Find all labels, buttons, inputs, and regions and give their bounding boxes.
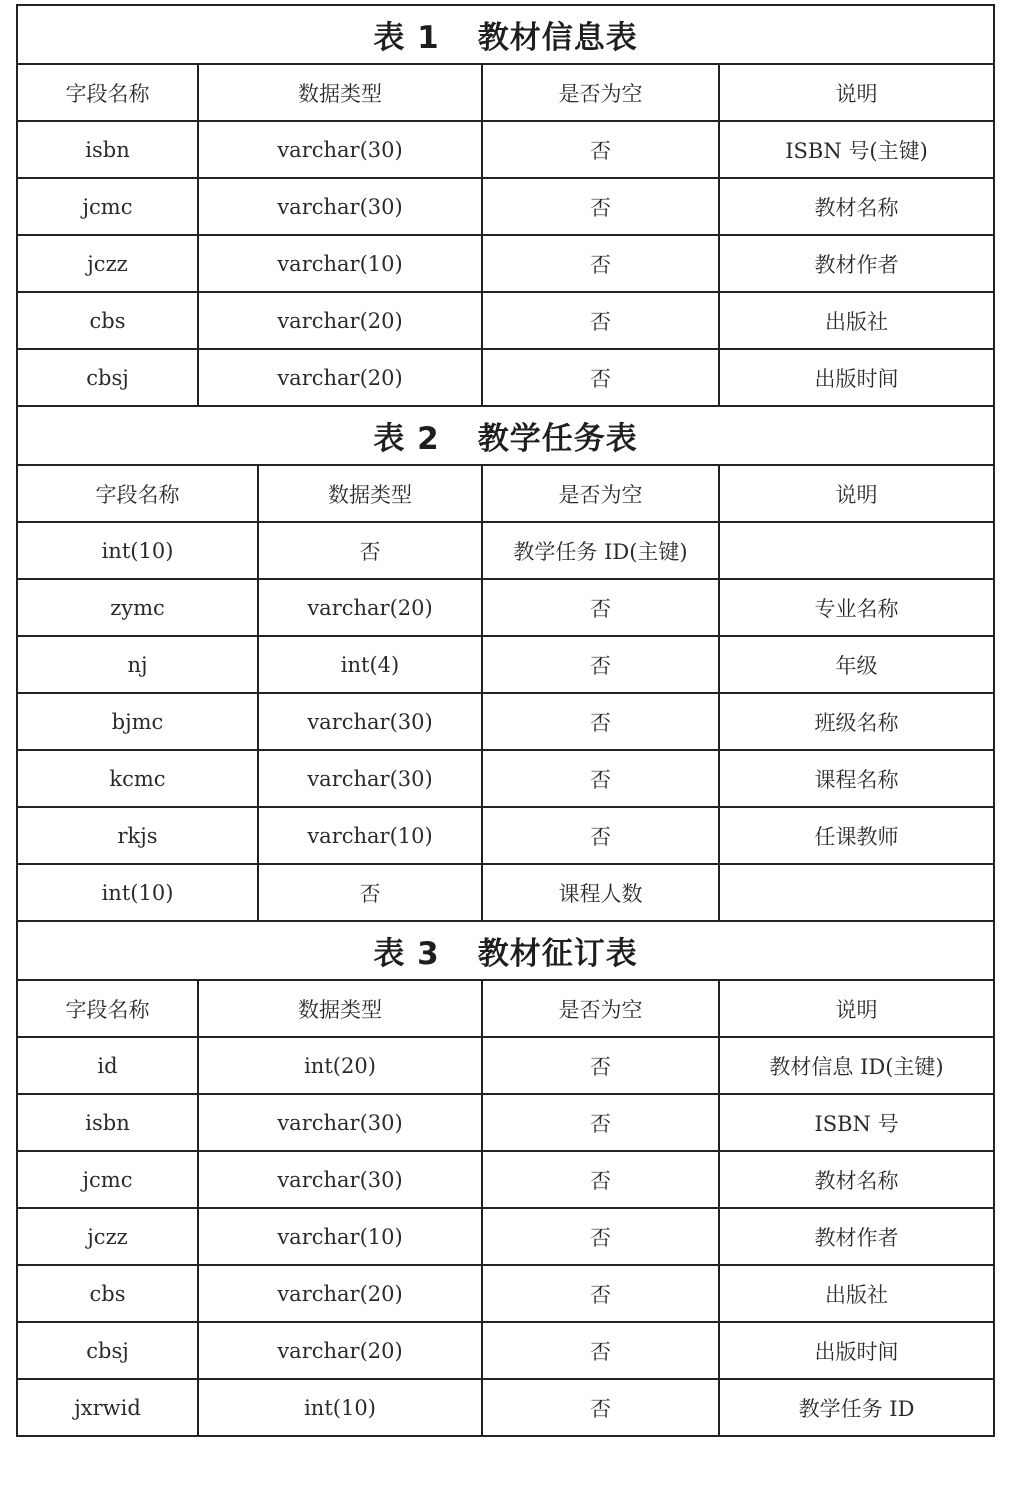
table-cell: 出版时间 xyxy=(719,349,994,406)
table-row xyxy=(17,1379,994,1436)
table-cell: isbn xyxy=(17,121,198,178)
table-cell: 教材作者 xyxy=(719,1208,994,1265)
table-cell: 否 xyxy=(482,750,719,807)
table-cell: jcmc xyxy=(17,1151,198,1208)
table-cell: jczz xyxy=(17,235,198,292)
column-header: 是否为空 xyxy=(482,64,719,121)
table-cell: 否 xyxy=(482,178,719,235)
table-row xyxy=(17,522,994,579)
table-row xyxy=(17,1094,994,1151)
table-cell: 否 xyxy=(482,636,719,693)
table-cell: 课程名称 xyxy=(719,750,994,807)
table-cell: 教学任务 ID(主键) xyxy=(482,522,719,579)
table-3-title xyxy=(17,921,994,980)
table-cell: id xyxy=(17,1037,198,1094)
table-row xyxy=(17,1037,994,1094)
table-cell: cbs xyxy=(17,1265,198,1322)
table-3-number: 表 3 xyxy=(373,936,440,972)
table-cell: 否 xyxy=(482,292,719,349)
column-header: 数据类型 xyxy=(198,64,482,121)
table-cell: 年级 xyxy=(719,636,994,693)
column-header: 是否为空 xyxy=(482,465,719,522)
table-cell: 否 xyxy=(482,807,719,864)
table-row xyxy=(17,235,994,292)
table-row xyxy=(17,579,994,636)
table-cell: nj xyxy=(17,636,258,693)
table-cell: 否 xyxy=(482,693,719,750)
table-cell: zymc xyxy=(17,579,258,636)
column-header: 数据类型 xyxy=(198,980,482,1037)
table-cell: int(4) xyxy=(258,636,482,693)
table-cell: 否 xyxy=(482,235,719,292)
table-cell: 否 xyxy=(258,864,482,921)
table-row xyxy=(17,693,994,750)
table-cell: 出版时间 xyxy=(719,1322,994,1379)
table-cell: 班级名称 xyxy=(719,693,994,750)
table-2-name: 教学任务表 xyxy=(477,421,638,457)
table-cell: varchar(10) xyxy=(258,807,482,864)
column-header: 字段名称 xyxy=(17,465,258,522)
table-cell: jxrwid xyxy=(17,1379,198,1436)
table-cell: 否 xyxy=(258,522,482,579)
table-cell: 教材名称 xyxy=(719,1151,994,1208)
table-cell xyxy=(719,864,994,921)
table-cell: varchar(20) xyxy=(198,292,482,349)
table-3-title-row xyxy=(17,921,994,980)
table-cell: varchar(30) xyxy=(198,178,482,235)
column-header: 是否为空 xyxy=(482,980,719,1037)
document-tables xyxy=(16,4,993,1437)
table-1-header-row xyxy=(17,64,994,121)
table-cell: 否 xyxy=(482,1094,719,1151)
table-cell: jczz xyxy=(17,1208,198,1265)
table-cell: 出版社 xyxy=(719,292,994,349)
table-row xyxy=(17,1322,994,1379)
table-1-name: 教材信息表 xyxy=(477,20,638,56)
table-cell: cbs xyxy=(17,292,198,349)
table-cell: 专业名称 xyxy=(719,579,994,636)
table-cell: varchar(10) xyxy=(198,1208,482,1265)
table-row xyxy=(17,349,994,406)
table-cell: int(10) xyxy=(17,864,258,921)
table-cell: 否 xyxy=(482,579,719,636)
column-header: 数据类型 xyxy=(258,465,482,522)
table-row xyxy=(17,292,994,349)
table-cell: 否 xyxy=(482,1379,719,1436)
table-cell: 否 xyxy=(482,1322,719,1379)
column-header: 说明 xyxy=(719,980,994,1037)
table-2-number: 表 2 xyxy=(373,421,440,457)
table-cell: 否 xyxy=(482,121,719,178)
table-cell: ISBN 号(主键) xyxy=(719,121,994,178)
table-row xyxy=(17,864,994,921)
table-cell: int(10) xyxy=(198,1379,482,1436)
table-cell: varchar(30) xyxy=(198,1094,482,1151)
table-cell: 否 xyxy=(482,1037,719,1094)
table-1-number: 表 1 xyxy=(373,20,440,56)
table-2-title xyxy=(17,406,994,465)
table-cell: varchar(30) xyxy=(198,1151,482,1208)
column-header: 字段名称 xyxy=(17,64,198,121)
table-cell: varchar(30) xyxy=(198,121,482,178)
table-2-header-row xyxy=(17,465,994,522)
table-cell: cbsj xyxy=(17,1322,198,1379)
table-row xyxy=(17,750,994,807)
table-row xyxy=(17,1151,994,1208)
table-cell: 否 xyxy=(482,349,719,406)
table-cell: 教材作者 xyxy=(719,235,994,292)
table-row xyxy=(17,1265,994,1322)
table-row xyxy=(17,178,994,235)
table-cell: cbsj xyxy=(17,349,198,406)
table-cell: 教材信息 ID(主键) xyxy=(719,1037,994,1094)
table-cell: ISBN 号 xyxy=(719,1094,994,1151)
table-cell: 出版社 xyxy=(719,1265,994,1322)
table-cell: 任课教师 xyxy=(719,807,994,864)
table-row xyxy=(17,1208,994,1265)
table-row xyxy=(17,807,994,864)
table-cell: 教学任务 ID xyxy=(719,1379,994,1436)
table-2-title-row xyxy=(17,406,994,465)
table-cell: int(10) xyxy=(17,522,258,579)
schema-tables xyxy=(16,4,995,1437)
table-cell: jcmc xyxy=(17,178,198,235)
table-cell: 课程人数 xyxy=(482,864,719,921)
table-cell: rkjs xyxy=(17,807,258,864)
table-row xyxy=(17,121,994,178)
table-cell: varchar(20) xyxy=(198,1322,482,1379)
table-3-header-row xyxy=(17,980,994,1037)
table-cell: 否 xyxy=(482,1208,719,1265)
table-cell: bjmc xyxy=(17,693,258,750)
column-header: 说明 xyxy=(719,64,994,121)
table-cell: varchar(20) xyxy=(198,1265,482,1322)
table-cell: 否 xyxy=(482,1151,719,1208)
table-cell: 否 xyxy=(482,1265,719,1322)
table-cell: kcmc xyxy=(17,750,258,807)
table-1-title xyxy=(17,5,994,64)
table-cell: 教材名称 xyxy=(719,178,994,235)
column-header: 说明 xyxy=(719,465,994,522)
table-cell: int(20) xyxy=(198,1037,482,1094)
table-cell: varchar(30) xyxy=(258,693,482,750)
table-cell: varchar(20) xyxy=(258,579,482,636)
table-cell: isbn xyxy=(17,1094,198,1151)
table-cell: varchar(20) xyxy=(198,349,482,406)
table-1-title-row xyxy=(17,5,994,64)
table-cell: varchar(10) xyxy=(198,235,482,292)
table-3-name: 教材征订表 xyxy=(477,936,638,972)
column-header: 字段名称 xyxy=(17,980,198,1037)
table-row xyxy=(17,636,994,693)
table-cell xyxy=(719,522,994,579)
table-cell: varchar(30) xyxy=(258,750,482,807)
